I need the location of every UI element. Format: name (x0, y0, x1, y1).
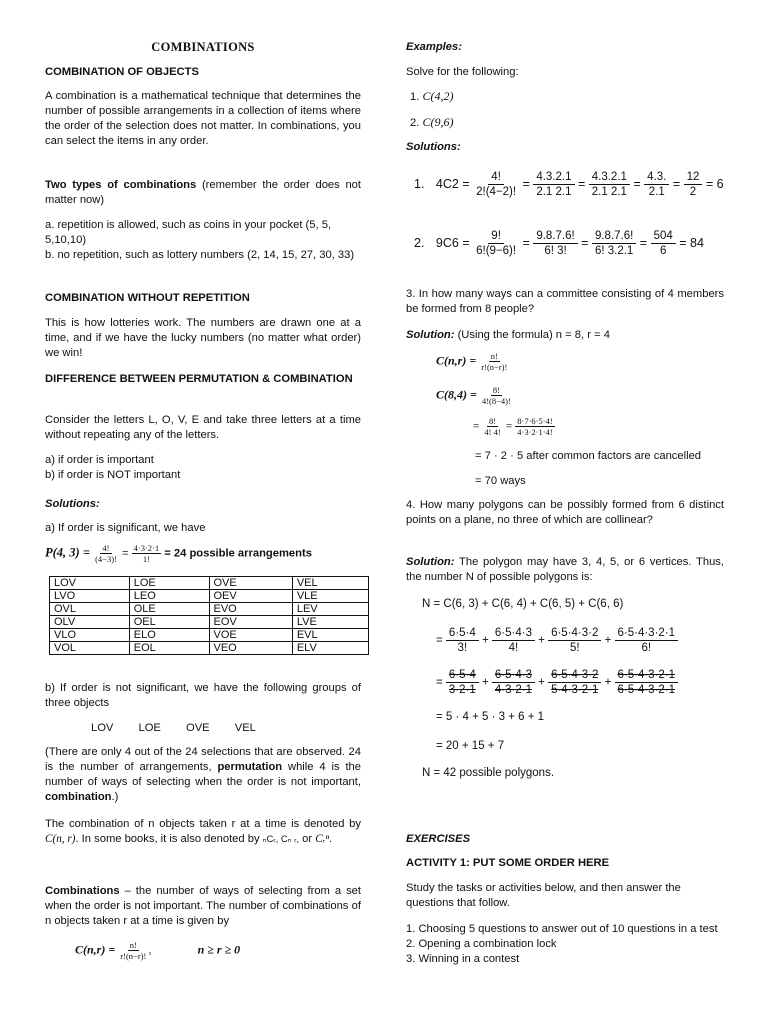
q4-line-5: N = 42 possible polygons. (422, 767, 555, 779)
exercises-heading: EXERCISES (406, 833, 471, 845)
table-row (50, 642, 369, 655)
solution-fraction: $\frac{4.3.2.1}{2.1 2.1}$ (589, 170, 630, 199)
section-heading-without-repetition: COMBINATION WITHOUT REPETITION (45, 292, 250, 304)
note-text: while 4 is the number of ways of selecting when the order is not important, (45, 761, 362, 788)
solution-label: Solution: (406, 556, 455, 568)
activity-heading: ACTIVITY 1: PUT SOME ORDER HERE (406, 857, 610, 869)
group-item: LOE (138, 722, 161, 734)
case-b: b) if order is NOT important (45, 469, 181, 481)
study-paragraph: Study the tasks or activities below, and then answer the questions that follow. (406, 882, 681, 909)
q3-result: = 70 ways (475, 475, 526, 487)
example-expression: C(4,2) (422, 89, 454, 103)
q4-line-2: = $\frac{6\cdot 5\cdot 4}{3!}$ + $\frac{6\cdot 5\cdot 4\cdot 3}{4!}$ + $\frac{6\cdot 5\cdot 4\cdot 3\cdot 2}{5!}$ + $\frac{6\cdot 5\cdot 4\cdot 3\cdot 2\cdot 1}{6!}$ (436, 626, 678, 655)
example-number: 1. (410, 91, 420, 103)
examples-heading: Examples: (406, 41, 462, 53)
solutions-heading-left: Solutions: (45, 498, 100, 510)
table-cell: VLO (50, 629, 130, 642)
formula-frac: $\frac{n!}{r!(n-r)!}$ (481, 351, 508, 372)
table-cell: OLE (129, 603, 209, 616)
note-permutation: permutation (217, 761, 283, 773)
table-row (50, 616, 369, 629)
q3-formula-1 (436, 351, 509, 372)
table-cell: OVL (50, 603, 130, 616)
denoted-text: The combination of n objects taken r at a time is denoted by (45, 818, 361, 830)
types-bold: Two types of combinations (45, 179, 197, 191)
permutation-formula (45, 543, 312, 564)
denoted-cn-notation: Cᵣⁿ (315, 833, 329, 845)
q4-fraction: $\frac{6\cdot 5\cdot 4\cdot 3\cdot 2}{5\cdot 4\cdot 3\cdot 2\cdot 1}$ (548, 668, 601, 697)
table-cell: VOE (209, 629, 292, 642)
perm-frac-2: $\frac{4\cdot 3\cdot 2\cdot 1}{1!}$ (133, 543, 160, 564)
combination-formula (75, 940, 240, 961)
section-heading-combination-of-objects: COMBINATION OF OBJECTS (45, 66, 199, 78)
task-item: 2. Opening a combination lock (406, 938, 557, 950)
solution-number: 2. (414, 235, 425, 250)
solution-fraction: $\frac{9.8.7.6!}{6! 3.2.1}$ (592, 229, 636, 258)
lottery-paragraph: This is how lotteries work. The numbers are drawn one at a time, and if we have the lucky numbers (no matter what order) we win! (45, 317, 361, 359)
table-cell: LEO (129, 590, 209, 603)
solution-text: (Using the formula) n = 8, r = 4 (454, 329, 610, 341)
q4-fraction: $\frac{6\cdot 5\cdot 4\cdot 3\cdot 2\cdot 1}{6!}$ (615, 626, 679, 655)
tasks-list (406, 922, 728, 967)
solution-lhs: 9C6 = (435, 235, 470, 250)
table-cell: OVE (209, 577, 292, 590)
denoted-text: . In some books, it is also denoted by (75, 833, 263, 845)
table-cell: LOV (50, 577, 130, 590)
question-3-solution (406, 328, 610, 343)
formula-frac: $\frac{8!}{4!(8-4)!}$ (481, 385, 511, 406)
solve-line: Solve for the following: (406, 66, 519, 78)
table-cell: LVO (50, 590, 130, 603)
solution-fraction: $\frac{4.3.2.1}{2.1 2.1}$ (533, 170, 574, 199)
table-cell: LVE (292, 616, 368, 629)
denoted-paragraph (45, 817, 361, 847)
question-4: 4. How many polygons can be possibly formed from 6 distinct points on a plane, no three of which are collinear? (406, 499, 724, 526)
q4-fraction: $\frac{6\cdot 5\cdot 4\cdot 3}{4\cdot 3\cdot 2\cdot 1}$ (492, 668, 535, 697)
formula-frac: $\frac{8!}{4! 4!}$ (484, 416, 501, 437)
table-cell: LEV (292, 603, 368, 616)
solution-fraction: $\frac{9.8.7.6!}{6! 3!}$ (533, 229, 577, 258)
perm-lhs: P(4, 3) = (45, 545, 90, 560)
combinations-bold: Combinations (45, 885, 120, 897)
table-cell: EVO (209, 603, 292, 616)
table-cell: OEL (129, 616, 209, 629)
table-row (50, 629, 369, 642)
solution-1: 1. 4C2 = $\frac{4!}{2!(4-2)!}$ = $\frac{4.3.2.1}{2.1 2.1}$ = $\frac{4.3.2.1}{2.1 2.1}$ = $\frac{4.3.}{2.1}$ = $\frac{12}{2}$ = 6 (414, 171, 724, 198)
task-item: 3. Winning in a contest (406, 953, 520, 965)
formula-condition: n ≥ r ≥ 0 (197, 942, 241, 957)
solution-fraction: $\frac{504}{6}$ (651, 229, 676, 258)
solution-lhs: 4C2 = (435, 176, 470, 191)
solution-2: 2. 9C6 = $\frac{9!}{6!(9-6)!}$ = $\frac{9.8.7.6!}{6! 3!}$ = $\frac{9.8.7.6!}{6! 3.2.1}$ = $\frac{504}{6}$ = 84 (414, 230, 704, 257)
table-cell: ELO (129, 629, 209, 642)
note-text: .) (111, 791, 119, 803)
perm-frac-1: $\frac{4!}{(4-3)!}$ (95, 543, 117, 564)
note-paragraph (45, 745, 361, 805)
solution-fraction: $\frac{9!}{6!(9-6)!}$ (476, 230, 517, 257)
types-rest: (remember the order does not matter now) (45, 179, 362, 206)
formula-lhs: C(n,r) = (75, 942, 116, 957)
table-cell: VOL (50, 642, 130, 655)
solutions-heading-right: Solutions: (406, 141, 461, 153)
solution-text: The polygon may have 3, 4, 5, or 6 vertices. Thus, the number N of possible polygons is: (406, 556, 724, 583)
q4-fraction: $\frac{6\cdot 5\cdot 4\cdot 3\cdot 2}{5!}$ (548, 626, 601, 655)
types-paragraph (45, 178, 361, 208)
table-cell: LOE (129, 577, 209, 590)
question-3: 3. In how many ways can a committee consisting of 4 members be formed from 8 people? (406, 288, 724, 315)
table-cell: EOL (129, 642, 209, 655)
example-expression: C(9,6) (422, 115, 454, 129)
difference-heading: DIFFERENCE BETWEEN PERMUTATION & COMBINATION (45, 373, 353, 385)
table-cell: OEV (209, 590, 292, 603)
formula-lhs: C(8,4) = (436, 387, 477, 402)
q3-formula-2 (436, 385, 513, 406)
table-cell: ELV (292, 642, 368, 655)
solution-fraction: $\frac{4!}{2!(4-2)!}$ (476, 171, 517, 198)
significant-line: a) If order is significant, we have (45, 522, 206, 534)
permutations-table (49, 576, 369, 655)
solution-fraction: $\frac{12}{2}$ (684, 170, 703, 199)
q4-line-3: = 5 · 4 + 5 · 3 + 6 + 1 (436, 711, 545, 723)
table-row (50, 590, 369, 603)
denoted-alt-notation: ₙCᵣ, Cₙ ᵣ, (262, 834, 300, 845)
formula-frac: $\frac{8\cdot 7\cdot 6\cdot 5\cdot 4!}{4\cdot 3\cdot 2\cdot 1\cdot 4!}$ (517, 416, 553, 437)
q4-fraction: $\frac{6\cdot 5\cdot 4\cdot 3\cdot 2\cdot 1}{6\cdot 5\cdot 4\cdot 3\cdot 2\cdot 1}$ (615, 668, 679, 697)
group-item: OVE (186, 722, 210, 734)
case-a: a) if order is important (45, 454, 154, 466)
q4-line-4: = 20 + 15 + 7 (436, 740, 505, 752)
table-row (50, 603, 369, 616)
example-2 (410, 115, 453, 131)
q4-fraction: $\frac{6\cdot 5\cdot 4\cdot 3}{4!}$ (492, 626, 535, 655)
question-4-solution (406, 555, 724, 585)
q4-fraction: $\frac{6\cdot 5\cdot 4}{3!}$ (446, 626, 479, 655)
example-number: 2. (410, 117, 420, 129)
table-cell: EOV (209, 616, 292, 629)
q3-formula-3: = $\frac{8!}{4! 4!}$ = $\frac{8\cdot 7\cdot 6\cdot 5\cdot 4!}{4\cdot 3\cdot 2\cdot 1\cdot 4!}$ (473, 416, 553, 437)
formula-comma: , (148, 944, 152, 957)
denoted-text: or (302, 833, 316, 845)
formula-frac: $\frac{n!}{r!(n-r)!}$ (120, 940, 147, 961)
perm-result: = 24 possible arrangements (164, 547, 312, 560)
q3-cancel-line: = 7 · 2 · 5 after common factors are cancelled (475, 450, 702, 462)
type-b: b. no repetition, such as lottery numbers (2, 14, 15, 27, 30, 33) (45, 249, 355, 261)
denoted-text: . (328, 833, 333, 845)
combinations-definition (45, 884, 361, 929)
denoted-c-notation: C(n, r) (45, 833, 76, 845)
note-text: (There are only 4 out of the 24 selections that are observed. 24 is the number of arrangements, (45, 746, 361, 773)
solution-fraction: $\frac{4.3.}{2.1}$ (644, 170, 669, 199)
solution-result: = 6 (705, 176, 724, 191)
solution-label: Solution: (406, 329, 455, 341)
not-significant-paragraph: b) If order is not significant, we have the following groups of three objects (45, 682, 361, 709)
q4-line-cancelled: = $\frac{6\cdot 5\cdot 4}{3\cdot 2\cdot 1}$ + $\frac{6\cdot 5\cdot 4\cdot 3}{4\cdot 3\cdot 2\cdot 1}$ + $\frac{6\cdot 5\cdot 4\cdot 3\cdot 2}{5\cdot 4\cdot 3\cdot 2\cdot 1}$ + $\frac{6\cdot 5\cdot 4\cdot 3\cdot 2\cdot 1}{6\cdot 5\cdot 4\cdot 3\cdot 2\cdot 1}$ (436, 668, 678, 697)
solution-number: 1. (414, 176, 425, 191)
note-combination: combination (45, 791, 112, 803)
q4-line-1: N = C(6, 3) + C(6, 4) + C(6, 5) + C(6, 6) (422, 598, 624, 610)
table-row (50, 577, 369, 590)
table-cell: VEL (292, 577, 368, 590)
intro-paragraph: A combination is a mathematical technique that determines the number of possible arrangements in a collection of items where the order of the selection does not matter. In combinations, you can select the items in any order. (45, 90, 361, 147)
table-cell: OLV (50, 616, 130, 629)
groups-row (91, 721, 256, 736)
task-item: 1. Choosing 5 questions to answer out of 10 questions in a test (406, 923, 718, 935)
table-cell: VLE (292, 590, 368, 603)
perm-eq: = (121, 547, 129, 560)
solution-result: = 84 (679, 235, 704, 250)
table-cell: VEO (209, 642, 292, 655)
q4-fraction: $\frac{6\cdot 5\cdot 4}{3\cdot 2\cdot 1}$ (446, 668, 479, 697)
table-cell: EVL (292, 629, 368, 642)
consider-paragraph: Consider the letters L, O, V, E and take three letters at a time without repeating any of the letters. (45, 414, 361, 441)
example-1 (410, 89, 453, 105)
page-title: COMBINATIONS (151, 40, 255, 54)
group-item: VEL (234, 722, 256, 734)
group-item: LOV (91, 722, 114, 734)
formula-lhs: C(n,r) = (436, 353, 477, 368)
combinations-def-text: – the number of ways of selecting from a set when the order is not important. The number of combinations of n objects taken r at a time is given by (45, 885, 361, 927)
type-a: a. repetition is allowed, such as coins in your pocket (5, 5, 5,10,10) (45, 219, 332, 246)
